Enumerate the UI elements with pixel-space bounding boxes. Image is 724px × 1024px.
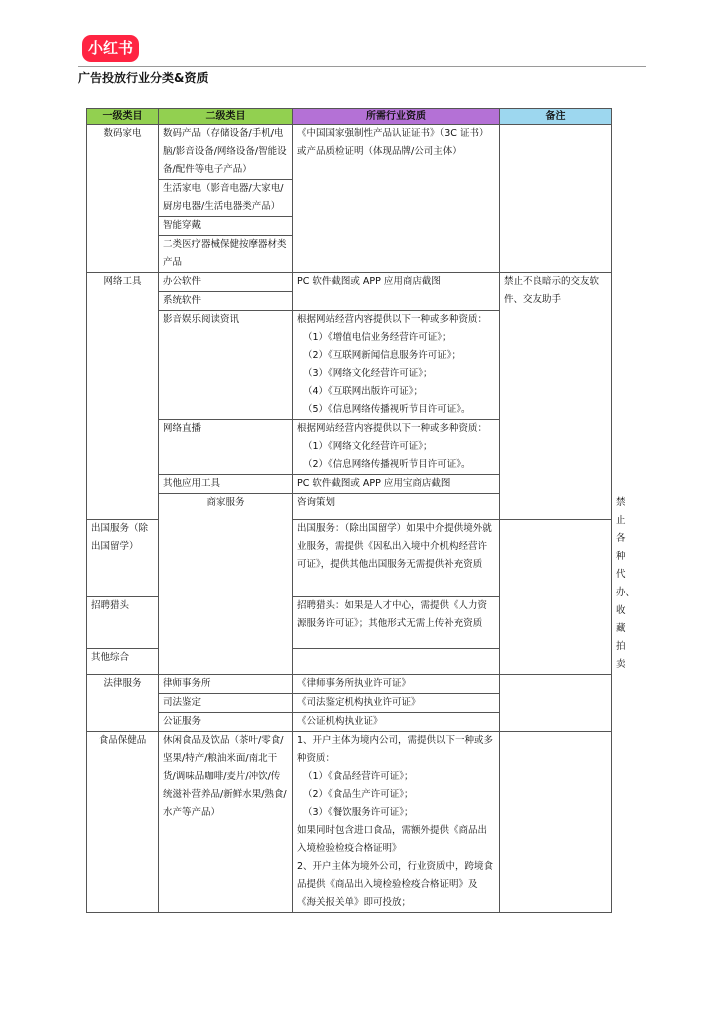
qualification-line: （1）《增值电信业务经营许可证》； bbox=[303, 332, 452, 343]
header-primary-category: 一级类目 bbox=[87, 109, 159, 125]
qualification-software-screenshot: PC 软件截图或 APP 应用商店截图 bbox=[293, 273, 500, 311]
subcategory-judicial-appraisal: 司法鉴定 bbox=[159, 694, 293, 713]
remark-empty bbox=[500, 732, 612, 913]
qualification-empty bbox=[293, 648, 500, 674]
qualification-line: 根据网站经营内容提供以下一种或多种资质： bbox=[297, 423, 488, 434]
subcategory-overseas-services: 出国服务（除出国留学） bbox=[87, 520, 159, 597]
subcategory-live-streaming: 网络直播 bbox=[159, 420, 293, 475]
qualification-line: （3）《网络文化经营许可证》； bbox=[303, 368, 433, 379]
subcategory-law-firm: 律师事务所 bbox=[159, 675, 293, 694]
qualification-app-store-screenshot: PC 软件截图或 APP 应用宝商店截图 bbox=[293, 475, 500, 494]
category-merchant-services: 商家服务 bbox=[159, 494, 293, 675]
qualification-recruitment: 招聘猎头：如果是人才中心，需提供《人力资源服务许可证》；其他形式无需上传补充资质 bbox=[293, 597, 500, 649]
subcategory-notary: 公证服务 bbox=[159, 713, 293, 732]
subcategory-recruitment: 招聘猎头 bbox=[87, 597, 159, 649]
subcategory-medical-massage: 二类医疗器械保健按摩器材类产品 bbox=[159, 236, 293, 273]
xiaohongshu-logo: 小红书 bbox=[82, 35, 139, 62]
qualification-3c-certificate: 《中国国家强制性产品认证证书》（3C 证书）或产品质检证明（体现品牌/公司主体） bbox=[293, 125, 500, 273]
table-row: 商家服务 咨询策划 禁止各种代办、收藏拍卖 bbox=[87, 494, 612, 520]
table-row bbox=[87, 273, 612, 292]
subcategory-home-appliances: 生活家电（影音电器/大家电/厨房电器/生活电器类产品） bbox=[159, 180, 293, 217]
qualification-judicial-appraisal: 《司法鉴定机构执业许可证》 bbox=[293, 694, 500, 713]
qualification-line: 1、开户主体为境内公司，需提供以下一种或多种资质： bbox=[297, 735, 494, 764]
subcategory-snacks-drinks: 休闲食品及饮品（茶叶/零食/坚果/特产/粮油米面/南北干货/调味品咖啡/麦片/冲饮/传统滋补营养品/新鲜水果/熟食/水产等产品） bbox=[159, 732, 293, 913]
qualification-entertainment-licenses bbox=[293, 311, 500, 420]
category-network-tools: 网络工具 bbox=[87, 273, 159, 520]
category-legal-services: 法律服务 bbox=[87, 675, 159, 732]
subcategory-consulting: 咨询策划 bbox=[293, 494, 500, 520]
qualification-line: （1）《食品经营许可证》； bbox=[303, 771, 414, 782]
qualification-food-licenses bbox=[293, 732, 500, 913]
subcategory-entertainment-reading: 影音娱乐阅读资讯 bbox=[159, 311, 293, 420]
qualification-line: 如果同时包含进口食品，需额外提供《商品出入境检验检疫合格证明》 bbox=[297, 825, 488, 854]
qualification-line: （2）《互联网新闻信息服务许可证》； bbox=[303, 350, 462, 361]
table-header-row bbox=[87, 109, 612, 125]
subcategory-office-software: 办公软件 bbox=[159, 273, 293, 292]
qualification-line: （4）《互联网出版许可证》； bbox=[303, 386, 424, 397]
industry-qualification-table bbox=[86, 108, 636, 913]
header-remarks: 备注 bbox=[500, 109, 612, 125]
qualification-line: 根据网站经营内容提供以下一种或多种资质： bbox=[297, 314, 488, 325]
subcategory-other-apps: 其他应用工具 bbox=[159, 475, 293, 494]
qualification-line: （1）《网络文化经营许可证》； bbox=[303, 441, 433, 452]
qualification-line: 2、开户主体为境外公司，行业资质中，跨境食品提供《商品出入境检验检疫合格证明》及《海关报关单》即可投放； bbox=[297, 861, 494, 908]
subcategory-system-software: 系统软件 bbox=[159, 292, 293, 311]
qualification-line: （3）《餐饮服务许可证》； bbox=[303, 807, 414, 818]
qualification-line: （5）《信息网络传播视听节目许可证》。 bbox=[303, 404, 471, 415]
document-title: 广告投放行业分类&资质 bbox=[78, 71, 209, 85]
table-row bbox=[87, 675, 612, 694]
qualification-overseas-services: 出国服务：（除出国留学）如果中介提供境外就业服务，需提供《因私出入境中介机构经营许可证》，提供其他出国服务无需提供补充资质 bbox=[293, 520, 500, 597]
qualification-line: （2）《信息网络传播视听节目许可证》。 bbox=[303, 459, 471, 470]
table-row bbox=[87, 125, 612, 180]
qualification-law-firm: 《律师事务所执业许可证》 bbox=[293, 675, 500, 694]
qualification-line: （2）《食品生产许可证》； bbox=[303, 789, 414, 800]
remark-network-tools: 禁止不良暗示的交友软件、交友助手 bbox=[500, 273, 612, 520]
header-required-qualification: 所需行业资质 bbox=[293, 109, 500, 125]
qualification-notary: 《公证机构执业证》 bbox=[293, 713, 500, 732]
remark-empty bbox=[500, 125, 612, 273]
remark-empty bbox=[500, 675, 612, 732]
header-divider bbox=[78, 66, 646, 67]
qualification-live-streaming-licenses bbox=[293, 420, 500, 475]
subcategory-digital-products: 数码产品（存储设备/手机/电脑/影音设备/网络设备/智能设备/配件等电子产品） bbox=[159, 125, 293, 180]
subcategory-other-comprehensive: 其他综合 bbox=[87, 648, 159, 674]
header-secondary-category: 二级类目 bbox=[159, 109, 293, 125]
subcategory-smart-wearables: 智能穿戴 bbox=[159, 217, 293, 236]
category-food-health: 食品保健品 bbox=[87, 732, 159, 913]
table-row bbox=[87, 732, 612, 913]
category-digital-appliances: 数码家电 bbox=[87, 125, 159, 273]
